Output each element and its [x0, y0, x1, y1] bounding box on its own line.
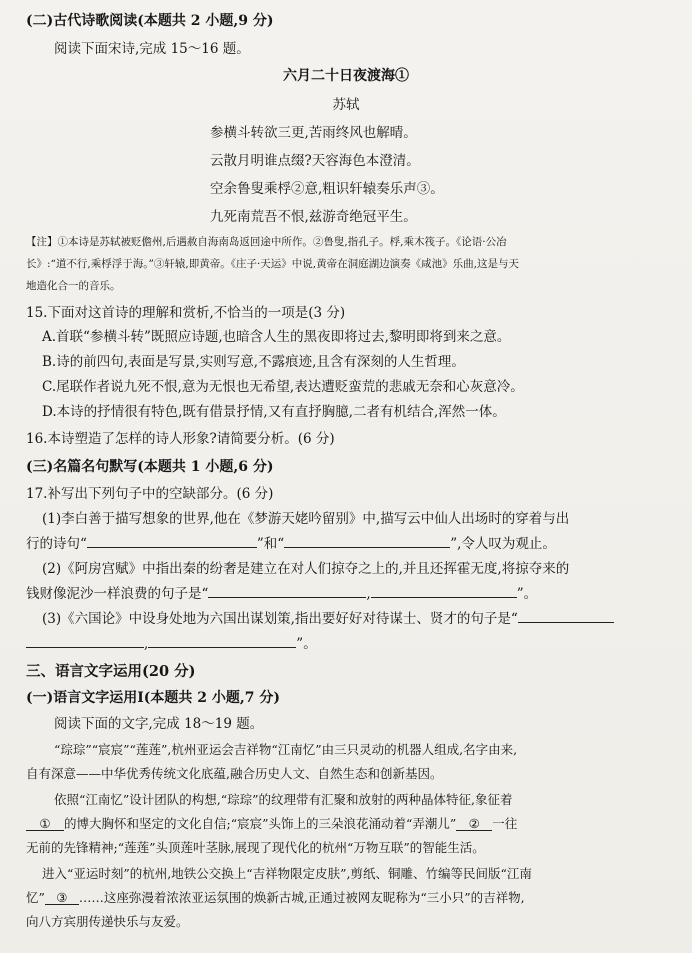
answer-blank[interactable]: [208, 583, 366, 598]
section-heading-recitation: (三)名篇名句默写(本题共 1 小题,6 分): [26, 459, 274, 475]
poetry-intro: 阅读下面宋诗,完成 15～16 题。: [54, 41, 250, 57]
passage-paragraph-2-line1: 依照“江南忆”设计团队的构想,“琮琮”的纹理带有汇聚和放射的两种晶体特征,象征着: [54, 792, 513, 807]
section-heading-language-1: (一)语言文字运用Ⅰ(本题共 2 小题,7 分): [26, 690, 281, 706]
answer-blank[interactable]: [518, 608, 614, 623]
blank-marker-1[interactable]: ①: [26, 816, 64, 831]
passage-paragraph-1-line2: 自有深意——中华优秀传统文化底蕴,融合历史人文、自然生态和创新基因。: [26, 766, 443, 781]
passage-paragraph-3-line3: 向八方宾朋传递快乐与友爱。: [26, 914, 189, 929]
question-15-option-a: A.首联“参横斗转”既照应诗题,也暗含人生的黑夜即将过去,黎明即将到来之意。: [42, 329, 511, 345]
poem-note: 地造化合一的音乐。: [26, 280, 121, 292]
poem-note: 长》:“道不行,乘桴浮于海。”③轩辕,即黄帝。《庄子·天运》中说,黄帝在洞庭湖边演奏《咸池》乐曲,这是与天: [26, 258, 519, 270]
section-heading-poetry: (二)古代诗歌阅读(本题共 2 小题,9 分): [26, 13, 274, 29]
question-17-2-line2: 钱财像泥沙一样浪费的句子是“ , ”。: [26, 582, 678, 602]
question-17-2-line1: (2)《阿房宫赋》中指出秦的纷奢是建立在对人们掠夺之上的,并且还挥霍无度,将掠夺来的: [42, 561, 570, 577]
answer-blank[interactable]: [371, 583, 517, 598]
language-intro: 阅读下面的文字,完成 18～19 题。: [54, 716, 264, 732]
poem-title: 六月二十日夜渡海①: [283, 68, 409, 84]
poem-author: 苏轼: [332, 97, 360, 113]
question-15-option-b: B.诗的前四句,表面是写景,实则写意,不露痕迹,且含有深刻的人生哲理。: [42, 354, 465, 370]
question-15-option-d: D.本诗的抒情很有特色,既有借景抒情,又有直抒胸臆,二者有机结合,浑然一体。: [42, 404, 506, 420]
question-15-stem: 15.下面对这首诗的理解和赏析,不恰当的一项是(3 分): [26, 305, 346, 321]
blank-marker-2[interactable]: ②: [456, 816, 492, 831]
question-17-1-line1: (1)李白善于描写想象的世界,他在《梦游天姥吟留别》中,描写云中仙人出场时的穿着与出: [42, 511, 570, 527]
answer-blank[interactable]: [148, 633, 296, 648]
poem-line: 空余鲁叟乘桴②意,粗识轩辕奏乐声③。: [210, 181, 444, 197]
question-17-3-line2: , ”。: [26, 632, 678, 652]
poem-line: 九死南荒吾不恨,兹游奇绝冠平生。: [210, 209, 417, 225]
poem-line: 云散月明谁点缀?天容海色本澄清。: [210, 153, 420, 169]
part-heading-language: 三、语言文字运用(20 分): [26, 663, 196, 680]
question-17-stem: 17.补写出下列句子中的空缺部分。(6 分): [26, 486, 274, 502]
passage-paragraph-2-line2: ① 的博大胸怀和坚定的文化自信;“宸宸”头饰上的三朵浪花涌动着“弄潮儿” ② 一往: [26, 814, 678, 832]
question-15-option-c: C.尾联作者说九死不恨,意为无恨也无希望,表达遭贬蛮荒的悲戚无奈和心灰意冷。: [42, 379, 524, 395]
answer-blank[interactable]: [26, 633, 144, 648]
question-17-3-line1: (3)《六国论》中设身处地为六国出谋划策,指出要好好对待谋士、贤才的句子是“: [42, 607, 678, 627]
question-17-1-line2: 行的诗句“ ”和“ ”,令人叹为观止。: [26, 532, 678, 552]
blank-marker-3[interactable]: ③: [45, 890, 79, 905]
answer-blank[interactable]: [284, 533, 450, 548]
answer-blank[interactable]: [87, 533, 257, 548]
passage-paragraph-3-line2: 忆” ③ ……这座弥漫着浓浓亚运氛围的焕新古城,正通过被网友昵称为“三小只”的吉祥物,: [26, 890, 525, 905]
passage-paragraph-1-line1: “琮琮”“宸宸”“莲莲”,杭州亚运会吉祥物“江南忆”由三只灵动的机器人组成,名字由来,: [54, 742, 518, 757]
poem-note: 【注】①本诗是苏轼被贬儋州,后遇赦自海南岛返回途中所作。②鲁叟,指孔子。桴,乘木筏子。《论语·公冶: [26, 236, 507, 248]
passage-paragraph-3-line1: 进入“亚运时刻”的杭州,地铁公交换上“吉祥物限定皮肤”,剪纸、铜雕、竹编等民间版“江南: [42, 866, 532, 881]
passage-paragraph-2-line3: 无前的先锋精神;“莲莲”头顶莲叶茎脉,展现了现代化的杭州“万物互联”的智能生活。: [26, 840, 485, 855]
poem-line: 参横斗转欲三更,苦雨终风也解晴。: [210, 125, 417, 141]
question-16: 16.本诗塑造了怎样的诗人形象?请简要分析。(6 分): [26, 431, 335, 447]
